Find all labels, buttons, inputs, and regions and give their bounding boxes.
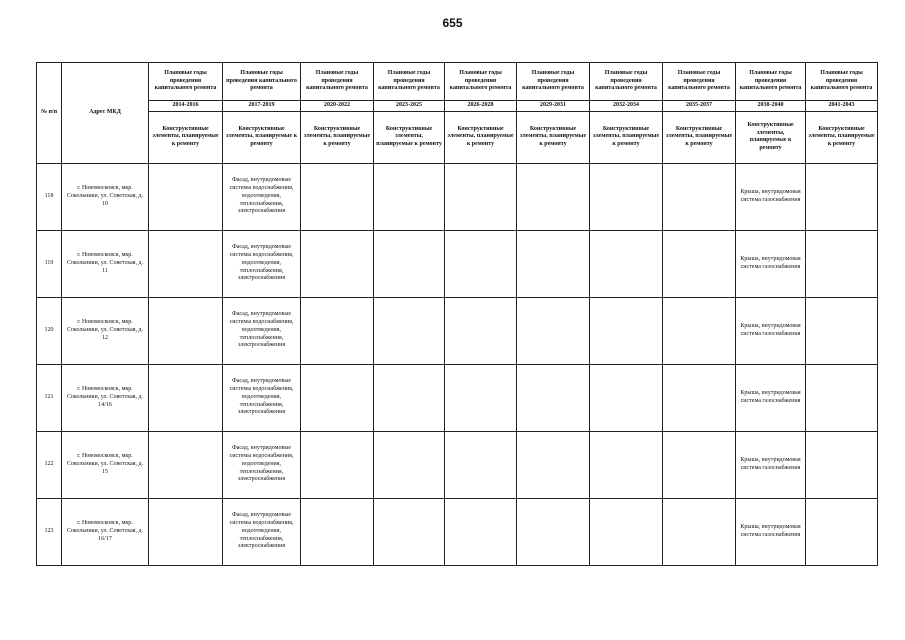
- row-works-cell: [374, 230, 445, 297]
- row-works-cell: Крыша, внутридомовая система газоснабжения: [736, 163, 806, 230]
- period-years: 2035-2037: [663, 101, 736, 112]
- row-works-cell: [590, 431, 663, 498]
- row-works-cell: [445, 431, 517, 498]
- page-number: 655: [442, 16, 463, 30]
- table-row: [37, 364, 878, 431]
- period-label: Плановые годы проведения капитального ремонта: [517, 63, 590, 101]
- period-years: 2041-2043: [806, 101, 878, 112]
- row-works-cell: [663, 431, 736, 498]
- row-works-cell: [374, 364, 445, 431]
- row-works-cell: [590, 498, 663, 565]
- row-works-cell: Фасад, внутридомовые системы водоснабжения, водоотведения, теплоснабжения, электроснабжения: [223, 364, 301, 431]
- period-years: 2023-2025: [374, 101, 445, 112]
- row-works-cell: [149, 163, 223, 230]
- row-address: г. Новомосковск, мкр. Сокольники, ул. Советская, д. 14/16: [62, 364, 149, 431]
- period-label: Плановые годы проведения капитального ремонта: [445, 63, 517, 101]
- row-works-cell: [445, 230, 517, 297]
- row-works-cell: Крыша, внутридомовая система газоснабжения: [736, 364, 806, 431]
- row-works-cell: [806, 297, 878, 364]
- period-elements-label: Конструктивные элементы, планируемые к ремонту: [374, 111, 445, 163]
- period-elements-label: Конструктивные элементы, планируемые к ремонту: [149, 111, 223, 163]
- period-label: Плановые годы проведения капитального ремонта: [374, 63, 445, 101]
- row-address: г. Новомосковск, мкр. Сокольники, ул. Советская, д. 10: [62, 163, 149, 230]
- col-num-header: № п/п: [37, 63, 62, 164]
- header-row-elements: [37, 111, 878, 163]
- table-row: [37, 431, 878, 498]
- row-works-cell: [517, 498, 590, 565]
- period-years: 2020-2022: [301, 101, 374, 112]
- row-works-cell: [663, 297, 736, 364]
- row-works-cell: [806, 364, 878, 431]
- row-number: 118: [37, 163, 62, 230]
- row-works-cell: [149, 230, 223, 297]
- period-years: 2014-2016: [149, 101, 223, 112]
- row-address: г. Новомосковск, мкр. Сокольники, ул. Советская, д. 16/17: [62, 498, 149, 565]
- row-number: 120: [37, 297, 62, 364]
- row-works-cell: [806, 163, 878, 230]
- period-label: Плановые годы проведения капитального ремонта: [806, 63, 878, 101]
- period-elements-label: Конструктивные элементы, планируемые к ремонту: [806, 111, 878, 163]
- period-years: 2026-2028: [445, 101, 517, 112]
- col-address-header: Адрес МКД: [62, 63, 149, 164]
- period-label: Плановые годы проведения капитального ремонта: [590, 63, 663, 101]
- row-address: г. Новомосковск, мкр. Сокольники, ул. Советская, д. 12: [62, 297, 149, 364]
- row-works-cell: Крыша, внутридомовая система газоснабжения: [736, 230, 806, 297]
- table-row: [37, 297, 878, 364]
- row-number: 121: [37, 364, 62, 431]
- period-elements-label: Конструктивные элементы, планируемые к ремонту: [445, 111, 517, 163]
- row-works-cell: [806, 498, 878, 565]
- period-years: 2029-2031: [517, 101, 590, 112]
- period-elements-label: Конструктивные элементы, планируемые к ремонту: [590, 111, 663, 163]
- row-works-cell: [663, 498, 736, 565]
- header-row-years: [37, 101, 878, 112]
- period-label: Плановые годы проведения капитального ремонта: [301, 63, 374, 101]
- row-address: г. Новомосковск, мкр. Сокольники, ул. Советская, д. 11: [62, 230, 149, 297]
- row-works-cell: Фасад, внутридомовые системы водоснабжения, водоотведения, теплоснабжения, электроснабжения: [223, 230, 301, 297]
- row-number: 119: [37, 230, 62, 297]
- table-row: [37, 498, 878, 565]
- row-works-cell: [517, 297, 590, 364]
- row-works-cell: Фасад, внутридомовые системы водоснабжения, водоотведения, теплоснабжения, электроснабжения: [223, 297, 301, 364]
- row-works-cell: [517, 163, 590, 230]
- row-number: 123: [37, 498, 62, 565]
- period-label: Плановые годы проведения капитального ремонта: [663, 63, 736, 101]
- row-works-cell: Фасад, внутридомовые системы водоснабжения, водоотведения, теплоснабжения, электроснабжения: [223, 431, 301, 498]
- row-works-cell: [301, 431, 374, 498]
- table-header: [37, 63, 878, 164]
- period-years: 2017-2019: [223, 101, 301, 112]
- row-works-cell: [663, 230, 736, 297]
- row-works-cell: [445, 163, 517, 230]
- period-label: Плановые годы проведения капитального ремонта: [223, 63, 301, 101]
- row-address: г. Новомосковск, мкр. Сокольники, ул. Советская, д. 15: [62, 431, 149, 498]
- row-works-cell: [517, 230, 590, 297]
- row-works-cell: [149, 431, 223, 498]
- row-works-cell: [806, 431, 878, 498]
- period-elements-label: Конструктивные элементы, планируемые к ремонту: [663, 111, 736, 163]
- period-years: 2032-2034: [590, 101, 663, 112]
- row-works-cell: [301, 230, 374, 297]
- row-works-cell: [590, 163, 663, 230]
- row-works-cell: Крыша, внутридомовая система газоснабжения: [736, 297, 806, 364]
- table-row: [37, 230, 878, 297]
- row-works-cell: [374, 163, 445, 230]
- row-works-cell: [445, 297, 517, 364]
- table-row: [37, 163, 878, 230]
- row-works-cell: [301, 364, 374, 431]
- header-row-labels: [37, 63, 878, 101]
- row-works-cell: [590, 230, 663, 297]
- row-works-cell: [517, 364, 590, 431]
- row-works-cell: [149, 297, 223, 364]
- row-works-cell: [445, 364, 517, 431]
- row-works-cell: Фасад, внутридомовые системы водоснабжения, водоотведения, теплоснабжения, электроснабжения: [223, 163, 301, 230]
- row-works-cell: [301, 163, 374, 230]
- row-works-cell: Фасад, внутридомовые системы водоснабжения, водоотведения, теплоснабжения, электроснабжения: [223, 498, 301, 565]
- row-works-cell: [374, 498, 445, 565]
- row-works-cell: Крыша, внутридомовая система газоснабжения: [736, 498, 806, 565]
- row-works-cell: [301, 297, 374, 364]
- period-years: 2038-2040: [736, 101, 806, 112]
- period-elements-label: Конструктивные элементы, планируемые к ремонту: [301, 111, 374, 163]
- period-elements-label: Конструктивные элементы, планируемые к ремонту: [223, 111, 301, 163]
- row-works-cell: [590, 364, 663, 431]
- table-body: [37, 163, 878, 565]
- period-elements-label: Конструктивные элементы, планируемые к ремонту: [736, 111, 806, 163]
- row-works-cell: [149, 364, 223, 431]
- row-works-cell: [149, 498, 223, 565]
- row-works-cell: [374, 431, 445, 498]
- row-works-cell: [806, 230, 878, 297]
- row-works-cell: [301, 498, 374, 565]
- row-works-cell: [663, 364, 736, 431]
- row-works-cell: [445, 498, 517, 565]
- capital-repair-table: [36, 62, 878, 566]
- period-label: Плановые годы проведения капитального ремонта: [736, 63, 806, 101]
- period-label: Плановые годы проведения капитального ремонта: [149, 63, 223, 101]
- row-works-cell: [374, 297, 445, 364]
- row-works-cell: [590, 297, 663, 364]
- row-works-cell: [663, 163, 736, 230]
- period-elements-label: Конструктивные элементы, планируемые к ремонту: [517, 111, 590, 163]
- row-works-cell: [517, 431, 590, 498]
- row-works-cell: Крыша, внутридомовая система газоснабжения: [736, 431, 806, 498]
- row-number: 122: [37, 431, 62, 498]
